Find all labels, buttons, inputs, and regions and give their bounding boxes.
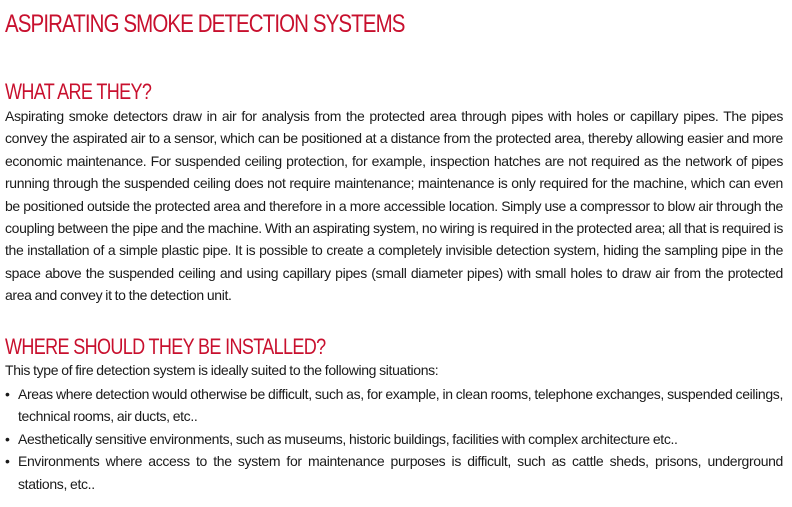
section-heading-what-are-they: WHAT ARE THEY? bbox=[5, 79, 152, 104]
page-title: ASPIRATING SMOKE DETECTION SYSTEMS bbox=[5, 10, 405, 38]
section-intro-where-installed: This type of fire detection system is ideally suited to the following situations: bbox=[5, 362, 439, 378]
bullet-icon: • bbox=[5, 430, 10, 447]
list-item bbox=[5, 450, 783, 495]
list-item-text: Aesthetically sensitive environments, such as museums, historic buildings, facilities with complex architecture etc.. bbox=[18, 430, 678, 447]
section-heading-where-installed: WHERE SHOULD THEY BE INSTALLED? bbox=[5, 334, 326, 359]
bullet-icon: • bbox=[5, 453, 10, 470]
list-item bbox=[5, 383, 783, 428]
list-item bbox=[5, 428, 783, 450]
section-body-what-are-they: Aspirating smoke detectors draw in air for analysis from the protected area through pipes with holes or capillary pipes. The pipes convey the aspirated air to a sensor, which can be positioned at a distance from the protected area, thereby allowing easier and more economic maintenance. For suspended ceiling protection, for example, inspection hatches are not required as the network of pipes running through the suspended ceiling does not require maintenance; maintenance is only required for the machine, which can even be positioned outside the protected area and therefore in a more accessible location. Simply use a compressor to blow air through the coupling between the pipe and the machine. With an aspirating system, no wiring is required in the protected area; all that is required is the installation of a simple plastic pipe. It is possible to create a completely invisible detection system, hiding the sampling pipe in the space above the suspended ceiling and using capillary pipes (small diameter pipes) with small holes to draw air from the protected area and convey it to the detection unit. bbox=[5, 108, 783, 304]
list-item-text: Areas where detection would otherwise be difficult, such as, for example, in clean rooms, telephone exchanges, suspended ceilings, technical rooms, air ducts, etc.. bbox=[18, 386, 783, 425]
bullet-icon: • bbox=[5, 386, 10, 402]
list-item-text: Environments where access to the system for maintenance purposes is difficult, such as cattle sheds, prisons, underground stations, etc.. bbox=[18, 453, 783, 492]
situations-list bbox=[5, 383, 783, 495]
